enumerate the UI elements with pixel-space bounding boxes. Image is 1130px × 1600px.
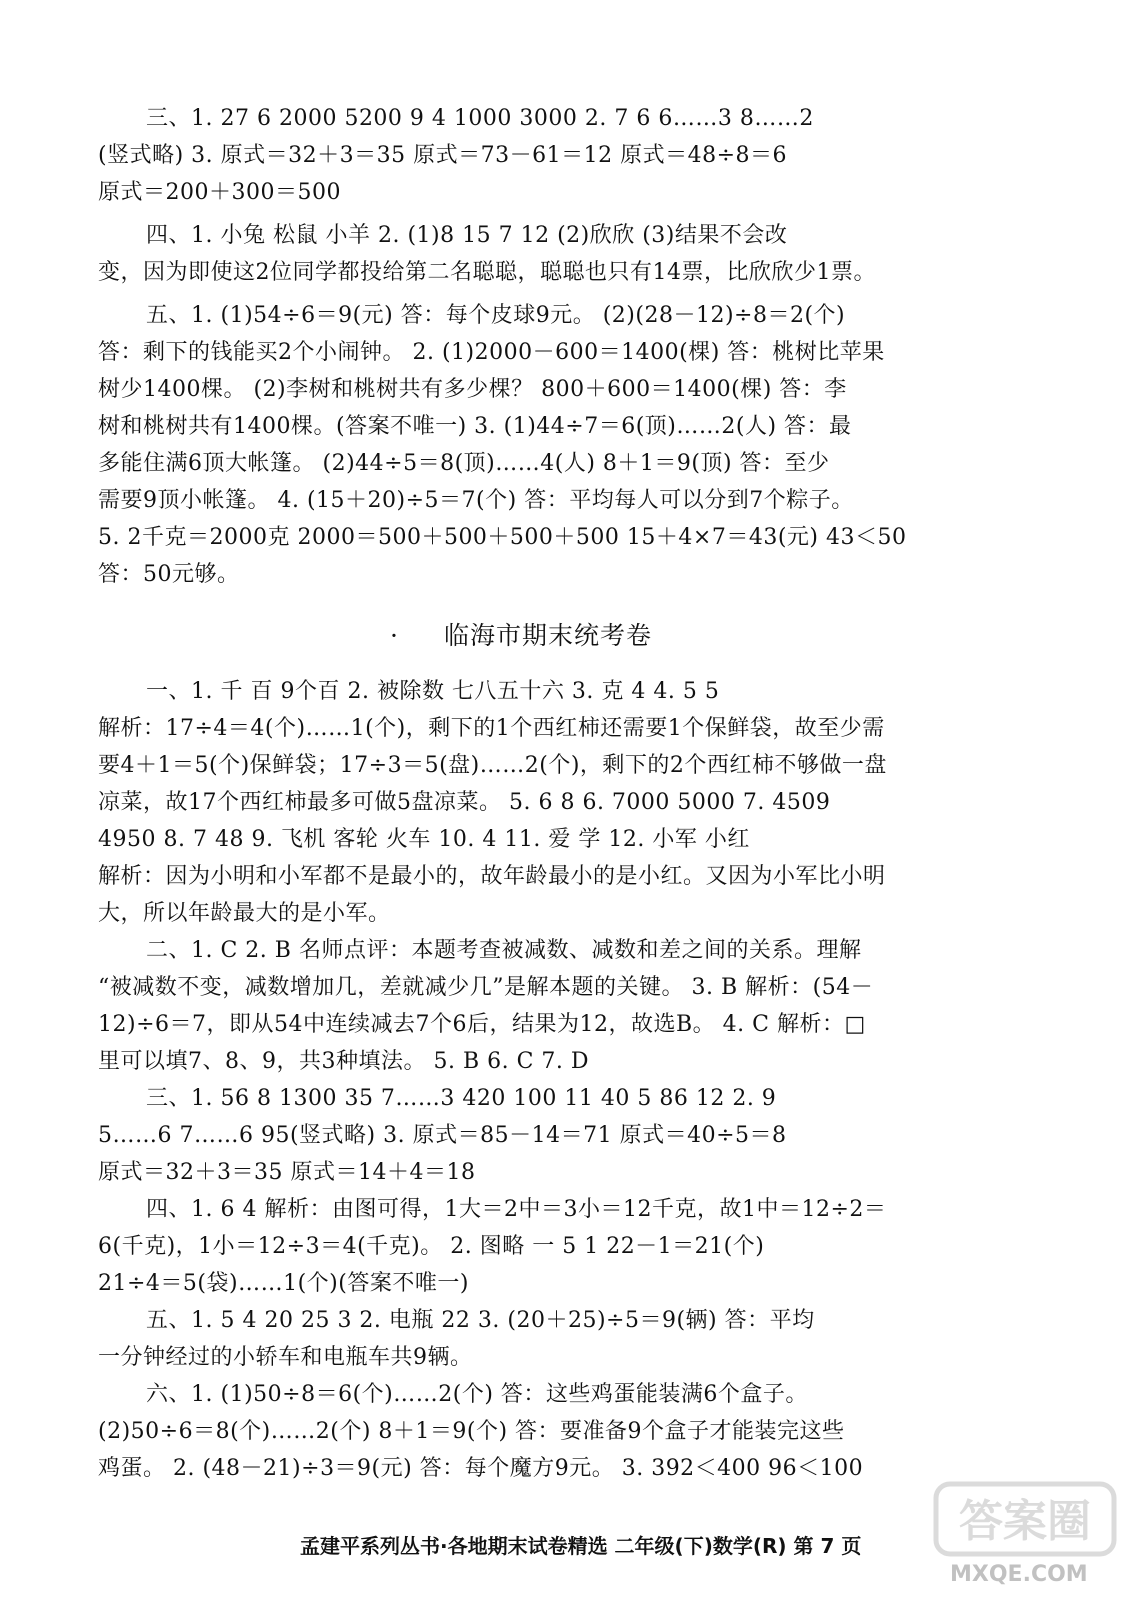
text-line: 多能住满6顶大帐篷。 (2)44÷5＝8(顶)……4(人) 8＋1＝9(顶) 答：至少 — [98, 451, 830, 476]
text-line: 答：50元够。 — [98, 562, 240, 587]
text-line: 树少1400棵。 (2)李树和桃树共有多少棵？ 800＋600＝1400(棵) 答：李 — [98, 377, 847, 402]
text-line: 12)÷6＝7，即从54中连续减去7个6后，结果为12，故选B。 4. C 解析：□ — [98, 1012, 866, 1037]
text-line: 三、1. 27 6 2000 5200 9 4 1000 3000 2. 7 6 6……3 8……2 — [146, 106, 814, 131]
text-line: 三、1. 56 8 1300 35 7……3 420 100 11 40 5 86 12 2. 9 — [146, 1086, 777, 1111]
text-line: 变，因为即使这2位同学都投给第二名聪聪，聪聪也只有14票，比欣欣少1票。 — [98, 260, 876, 285]
text-line: 凉菜，故17个西红柿最多可做5盘凉菜。 5. 6 8 6. 7000 5000 7. 4509 — [98, 790, 831, 815]
text-line: 5……6 7……6 95(竖式略) 3. 原式＝85－14＝71 原式＝40÷5＝8 — [98, 1123, 787, 1148]
text-line: 一、1. 千 百 9个百 2. 被除数 七八五十六 3. 克 4 4. 5 5 — [146, 679, 720, 704]
watermark-url: MXQE.COM — [950, 1562, 1088, 1587]
text-line: 21÷4＝5(袋)……1(个)(答案不唯一) — [98, 1271, 469, 1296]
title-dot: · — [390, 621, 399, 650]
section-title-text: 临海市期末统考卷 — [443, 621, 652, 650]
text-line: 四、1. 小兔 松鼠 小羊 2. (1)8 15 7 12 (2)欣欣 (3)结果不会改 — [146, 223, 788, 248]
text-line: 需要9顶小帐篷。 4. (15＋20)÷5＝7(个) 答：平均每人可以分到7个粽子。 — [98, 488, 854, 513]
text-line: 里可以填7、8、9，共3种填法。 5. B 6. C 7. D — [98, 1049, 590, 1074]
text-line: 要4＋1＝5(个)保鲜袋；17÷3＝5(盘)……2(个)，剩下的2个西红柿不够做一盘 — [98, 753, 887, 778]
text-line: 原式＝200＋300＝500 — [98, 180, 341, 205]
text-line: 4950 8. 7 48 9. 飞机 客轮 火车 10. 4 11. 爱 学 12. 小军 小红 — [98, 827, 750, 852]
page-footer: 孟建平系列丛书·各地期末试卷精选 二年级(下)数学(R) 第 7 页 — [300, 1534, 862, 1558]
text-line: 原式＝32＋3＝35 原式＝14＋4＝18 — [98, 1160, 476, 1185]
answer-page — [98, 100, 998, 1487]
text-line: 四、1. 6 4 解析：由图可得，1大＝2中＝3小＝12千克，故1中＝12÷2＝ — [146, 1197, 887, 1222]
text-line: 解析：因为小明和小军都不是最小的，故年龄最小的是小红。又因为小军比小明 — [98, 864, 886, 889]
text-line: 解析：17÷4＝4(个)……1(个)，剩下的1个西红柿还需要1个保鲜袋，故至少需 — [98, 716, 885, 741]
text-line: 六、1. (1)50÷8＝6(个)……2(个) 答：这些鸡蛋能装满6个盒子。 — [146, 1382, 808, 1407]
text-line: 二、1. C 2. B 名师点评：本题考查被减数、减数和差之间的关系。理解 — [146, 938, 862, 963]
text-line: 一分钟经过的小轿车和电瓶车共9辆。 — [98, 1345, 473, 1370]
text-line: 树和桃树共有1400棵。(答案不唯一) 3. (1)44÷7＝6(顶)……2(人) 答：最 — [98, 414, 852, 439]
section-title — [98, 609, 998, 663]
text-line: 五、1. 5 4 20 25 3 2. 电瓶 22 3. (20＋25)÷5＝9(辆) 答：平均 — [146, 1308, 815, 1333]
text-line: 大，所以年龄最大的是小军。 — [98, 901, 391, 926]
text-line: 鸡蛋。 2. (48－21)÷3＝9(元) 答：每个魔方9元。 3. 392＜400 96＜100 — [98, 1456, 864, 1481]
watermark-logo-text: 答案圈 — [959, 1496, 1091, 1547]
text-line: (2)50÷6＝8(个)……2(个) 8＋1＝9(个) 答：要准备9个盒子才能装完这些 — [98, 1419, 845, 1444]
text-line: “被减数不变，减数增加几，差就减少几”是解本题的关键。 3. B 解析：(54－ — [98, 975, 874, 1000]
text-line: 答：剩下的钱能买2个小闹钟。 2. (1)2000－600＝1400(棵) 答：桃树比苹果 — [98, 340, 885, 365]
text-line: 6(千克)，1小＝12÷3＝4(千克)。 2. 图略 一 5 1 22－1＝21(个) — [98, 1234, 765, 1259]
text-line: (竖式略) 3. 原式＝32＋3＝35 原式＝73－61＝12 原式＝48÷8＝6 — [98, 143, 788, 168]
text-line: 五、1. (1)54÷6＝9(元) 答：每个皮球9元。 (2)(28－12)÷8＝2(个) — [146, 303, 846, 328]
text-line: 5. 2千克＝2000克 2000＝500＋500＋500＋500 15＋4×7＝43(元) 43＜50 — [98, 525, 907, 550]
